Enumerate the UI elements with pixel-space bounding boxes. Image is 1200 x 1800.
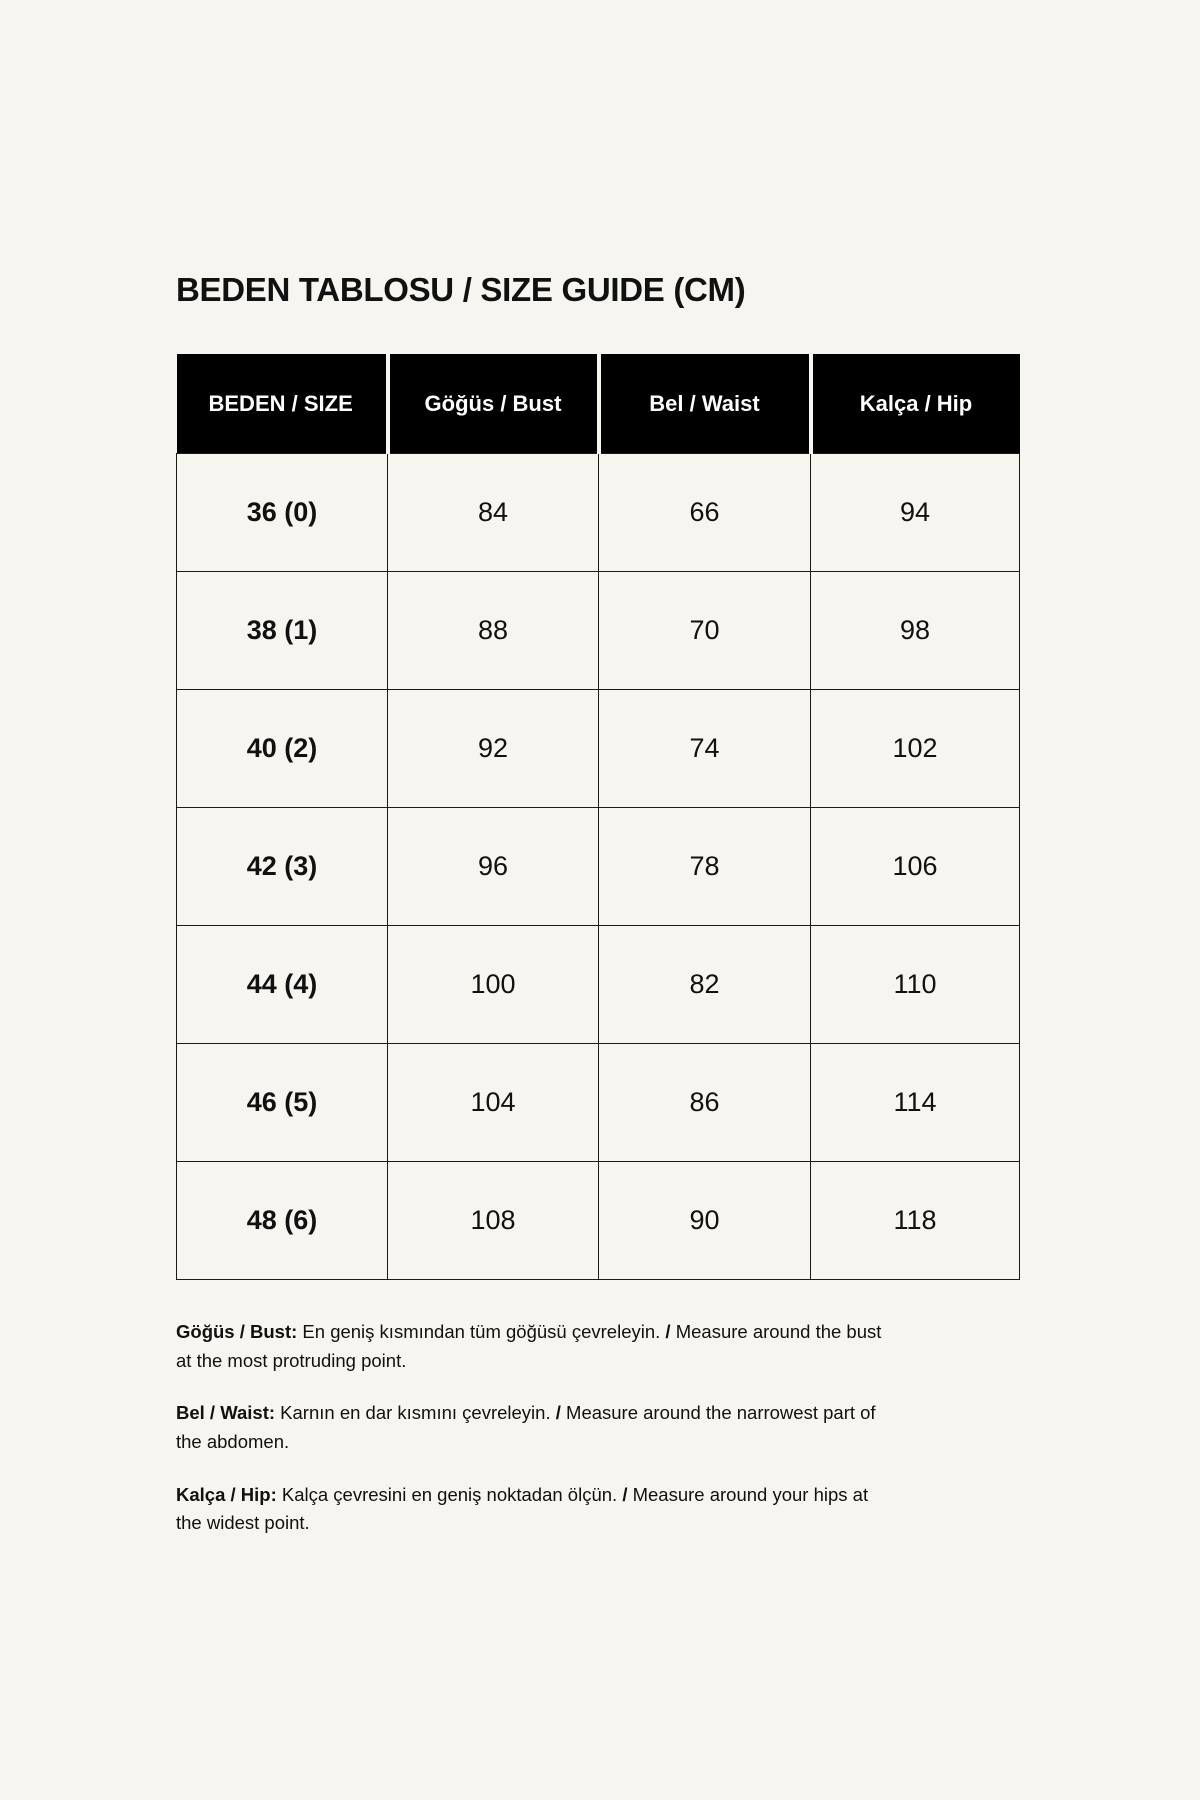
cell-size: 46 (5): [177, 1044, 388, 1162]
table-row: [177, 1044, 1020, 1162]
note-hip-label: Kalça / Hip:: [176, 1483, 277, 1505]
cell-hip: 106: [811, 808, 1020, 926]
note-bust-separator: /: [665, 1321, 671, 1343]
table-row: [177, 808, 1020, 926]
table-header-row: [177, 354, 1020, 454]
cell-hip: 118: [811, 1162, 1020, 1280]
note-waist: [176, 1399, 896, 1456]
column-header-size: BEDEN / SIZE: [177, 354, 388, 454]
cell-waist: 78: [599, 808, 811, 926]
cell-waist: 82: [599, 926, 811, 1044]
note-bust-label: Göğüs / Bust:: [176, 1321, 298, 1343]
cell-size: 48 (6): [177, 1162, 388, 1280]
table-row: [177, 690, 1020, 808]
note-bust-text-en: Measure around the bust at the most protruding point.: [176, 1321, 882, 1371]
cell-waist: 66: [599, 454, 811, 572]
cell-waist: 74: [599, 690, 811, 808]
measurement-notes: [176, 1318, 896, 1538]
cell-hip: 98: [811, 572, 1020, 690]
note-waist-separator: /: [555, 1402, 561, 1424]
table-row: [177, 1162, 1020, 1280]
table-row: [177, 572, 1020, 690]
column-header-waist: Bel / Waist: [599, 354, 811, 454]
cell-size: 40 (2): [177, 690, 388, 808]
page-title: BEDEN TABLOSU / SIZE GUIDE (CM): [176, 271, 746, 308]
cell-bust: 96: [388, 808, 599, 926]
cell-hip: 94: [811, 454, 1020, 572]
note-hip: [176, 1481, 896, 1538]
cell-hip: 114: [811, 1044, 1020, 1162]
cell-bust: 92: [388, 690, 599, 808]
note-hip-separator: /: [622, 1483, 628, 1505]
note-bust: [176, 1318, 896, 1375]
table-header: [177, 354, 1020, 454]
note-hip-text-tr: Kalça çevresini en geniş noktadan ölçün.: [276, 1483, 623, 1505]
cell-hip: 110: [811, 926, 1020, 1044]
size-guide-content: [176, 270, 1024, 1538]
table-row: [177, 454, 1020, 572]
note-waist-text-tr: Karnın en dar kısmını çevreleyin.: [275, 1402, 556, 1424]
cell-size: 42 (3): [177, 808, 388, 926]
cell-bust: 84: [388, 454, 599, 572]
cell-bust: 108: [388, 1162, 599, 1280]
cell-hip: 102: [811, 690, 1020, 808]
cell-waist: 70: [599, 572, 811, 690]
note-bust-text-tr: En geniş kısmından tüm göğüsü çevreleyin.: [297, 1321, 666, 1343]
cell-waist: 90: [599, 1162, 811, 1280]
column-header-bust: Göğüs / Bust: [388, 354, 599, 454]
size-guide-table: [176, 354, 1020, 1281]
cell-size: 38 (1): [177, 572, 388, 690]
cell-waist: 86: [599, 1044, 811, 1162]
note-waist-text-en: Measure around the narrowest part of the abdomen.: [176, 1402, 876, 1453]
cell-size: 36 (0): [177, 454, 388, 572]
table-row: [177, 926, 1020, 1044]
note-hip-text-en: Measure around your hips at the widest point.: [176, 1483, 869, 1534]
column-header-hip: Kalça / Hip: [811, 354, 1020, 454]
cell-bust: 100: [388, 926, 599, 1044]
table-body: [177, 454, 1020, 1280]
cell-size: 44 (4): [177, 926, 388, 1044]
cell-bust: 104: [388, 1044, 599, 1162]
note-waist-label: Bel / Waist:: [176, 1402, 276, 1424]
cell-bust: 88: [388, 572, 599, 690]
